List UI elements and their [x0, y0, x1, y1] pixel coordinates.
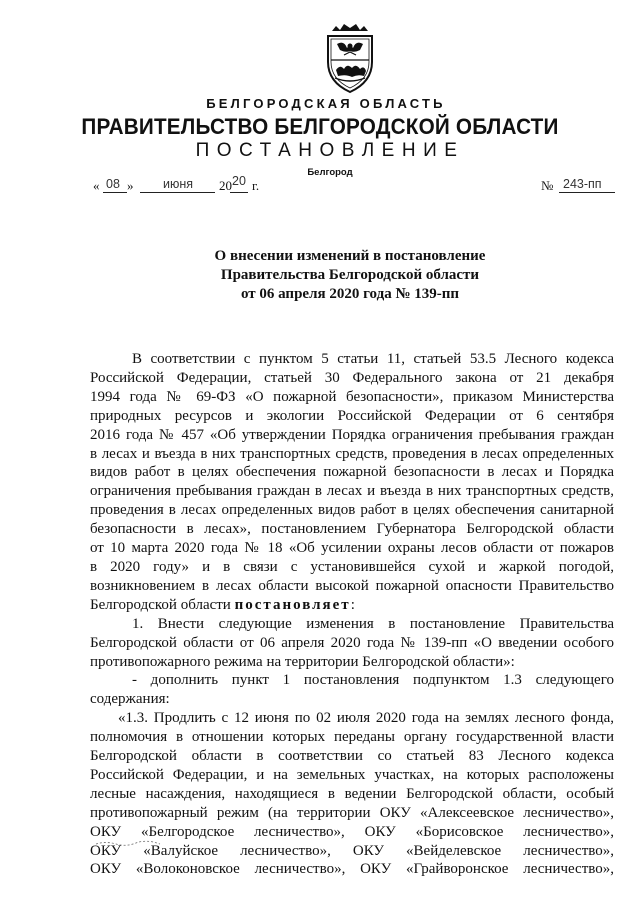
city-name: Белгород	[307, 167, 353, 178]
text-line: видов работ в целях обеспечения пожарной безопасности в лесах и Порядка	[90, 464, 614, 481]
text-line: 1994 года № 69-ФЗ «О пожарной безопасности», приказом Министерства	[90, 388, 614, 405]
text-line: в 2020 году» и в связи с установившейся сухой и жаркой погодой,	[90, 558, 614, 575]
text-line: - дополнить пункт 1 постановления подпунктом 1.3 следующего	[132, 672, 614, 689]
text-line: 2016 года № 457 «Об утверждении Порядка ограничения пребывания граждан	[90, 426, 614, 443]
text-line: лесные насаждения, находящиеся в ведении Белгородской области, особый	[90, 785, 614, 802]
document-body	[90, 350, 614, 879]
text-fragment: :	[350, 596, 355, 613]
document-number: 243-пп	[563, 177, 602, 191]
text-line: ограничения пребывания граждан в лесах и въезда в них транспортных средств,	[90, 483, 614, 500]
document-type: ПОСТАНОВЛЕНИЕ	[195, 140, 465, 161]
day-underline	[103, 192, 127, 193]
date-year-unit: г.	[252, 178, 260, 193]
number-underline	[559, 192, 615, 193]
text-line: безопасности в лесах», постановлением Губернатора Белгородской области	[90, 521, 614, 538]
text-line: в лесах и въезда в них транспортных средств, проведения в лесах определенных	[90, 445, 614, 462]
text-line: ОКУ «Валуйское лесничество», ОКУ «Вейделевское лесничество»,	[90, 842, 614, 859]
region-name: БЕЛГОРОДСКАЯ ОБЛАСТЬ	[206, 96, 446, 111]
text-line: Белгородской области от 06 апреля 2020 года № 139-пп «О введении особого	[90, 634, 614, 651]
text-line: противопожарный режим (на территории ОКУ «Алексеевское лесничество»,	[90, 804, 614, 821]
paragraph-item-1	[90, 615, 614, 672]
month-underline	[140, 192, 215, 193]
text-fragment: Белгородской области	[90, 596, 235, 613]
text-line: ОКУ «Белгородское лесничество», ОКУ «Борисовское лесничество»,	[90, 823, 614, 840]
date-day: 08	[106, 177, 120, 191]
scan-mark	[94, 838, 164, 848]
text-line: противопожарного режима на территории Белгородской области»:	[90, 653, 515, 670]
text-line: В соответствии с пунктом 5 статьи 11, статьей 53.5 Лесного кодекса	[132, 351, 614, 367]
government-name: ПРАВИТЕЛЬСТВО БЕЛГОРОДСКОЙ ОБЛАСТИ	[81, 114, 559, 139]
date-close-quote: »	[127, 178, 134, 193]
text-line: полномочия в отношении которых переданы органу государственной власти	[90, 729, 614, 746]
text-line: Белгородской области в соответствии со статьей 83 Лесного кодекса	[90, 748, 614, 765]
text-line: Российской Федерации, и на земельных участках, на которых расположены	[90, 766, 614, 783]
date-year-prefix: 20	[219, 178, 232, 193]
date-month: июня	[163, 177, 194, 191]
year-underline	[230, 192, 248, 193]
title-line: от 06 апреля 2020 года № 139-пп	[240, 286, 460, 302]
text-line: Российской Федерации, статьей 30 Федерального закона от 21 декабря	[90, 369, 614, 386]
title-line: Правительства Белгородской области	[220, 267, 480, 283]
paragraph-preamble	[90, 350, 614, 615]
paragraph-amendment	[90, 671, 614, 709]
text-line: проведения в лесах определенных видов работ в целях обеспечения санитарной	[90, 502, 614, 519]
text-line: ОКУ «Волоконовское лесничество», ОКУ «Грайворонское лесничество»,	[90, 861, 614, 878]
resolves-keyword: постановляет	[234, 596, 351, 613]
number-sign: №	[541, 178, 554, 193]
document-title	[200, 247, 500, 304]
text-line: природных ресурсов и экологии Российской Федерации от 6 сентября	[90, 407, 614, 424]
text-line: «1.3. Продлить с 12 июня по 02 июля 2020 года на землях лесного фонда,	[118, 710, 614, 727]
paragraph-subitem-1-3	[90, 709, 614, 879]
text-line: возникновением в лесах области высокой пожарной опасности Правительство	[90, 577, 614, 594]
title-line: О внесении изменений в постановление	[214, 248, 486, 264]
text-line	[90, 596, 614, 615]
date-open-quote: «	[93, 178, 100, 193]
coat-of-arms-emblem	[322, 22, 378, 94]
text-line: содержания:	[90, 691, 170, 708]
date-year-suffix: 20	[232, 174, 246, 188]
text-line: 1. Внести следующие изменения в постановление Правительства	[132, 615, 614, 632]
text-line: от 10 марта 2020 года № 18 «Об усилении охраны лесов области от пожаров	[90, 540, 614, 557]
